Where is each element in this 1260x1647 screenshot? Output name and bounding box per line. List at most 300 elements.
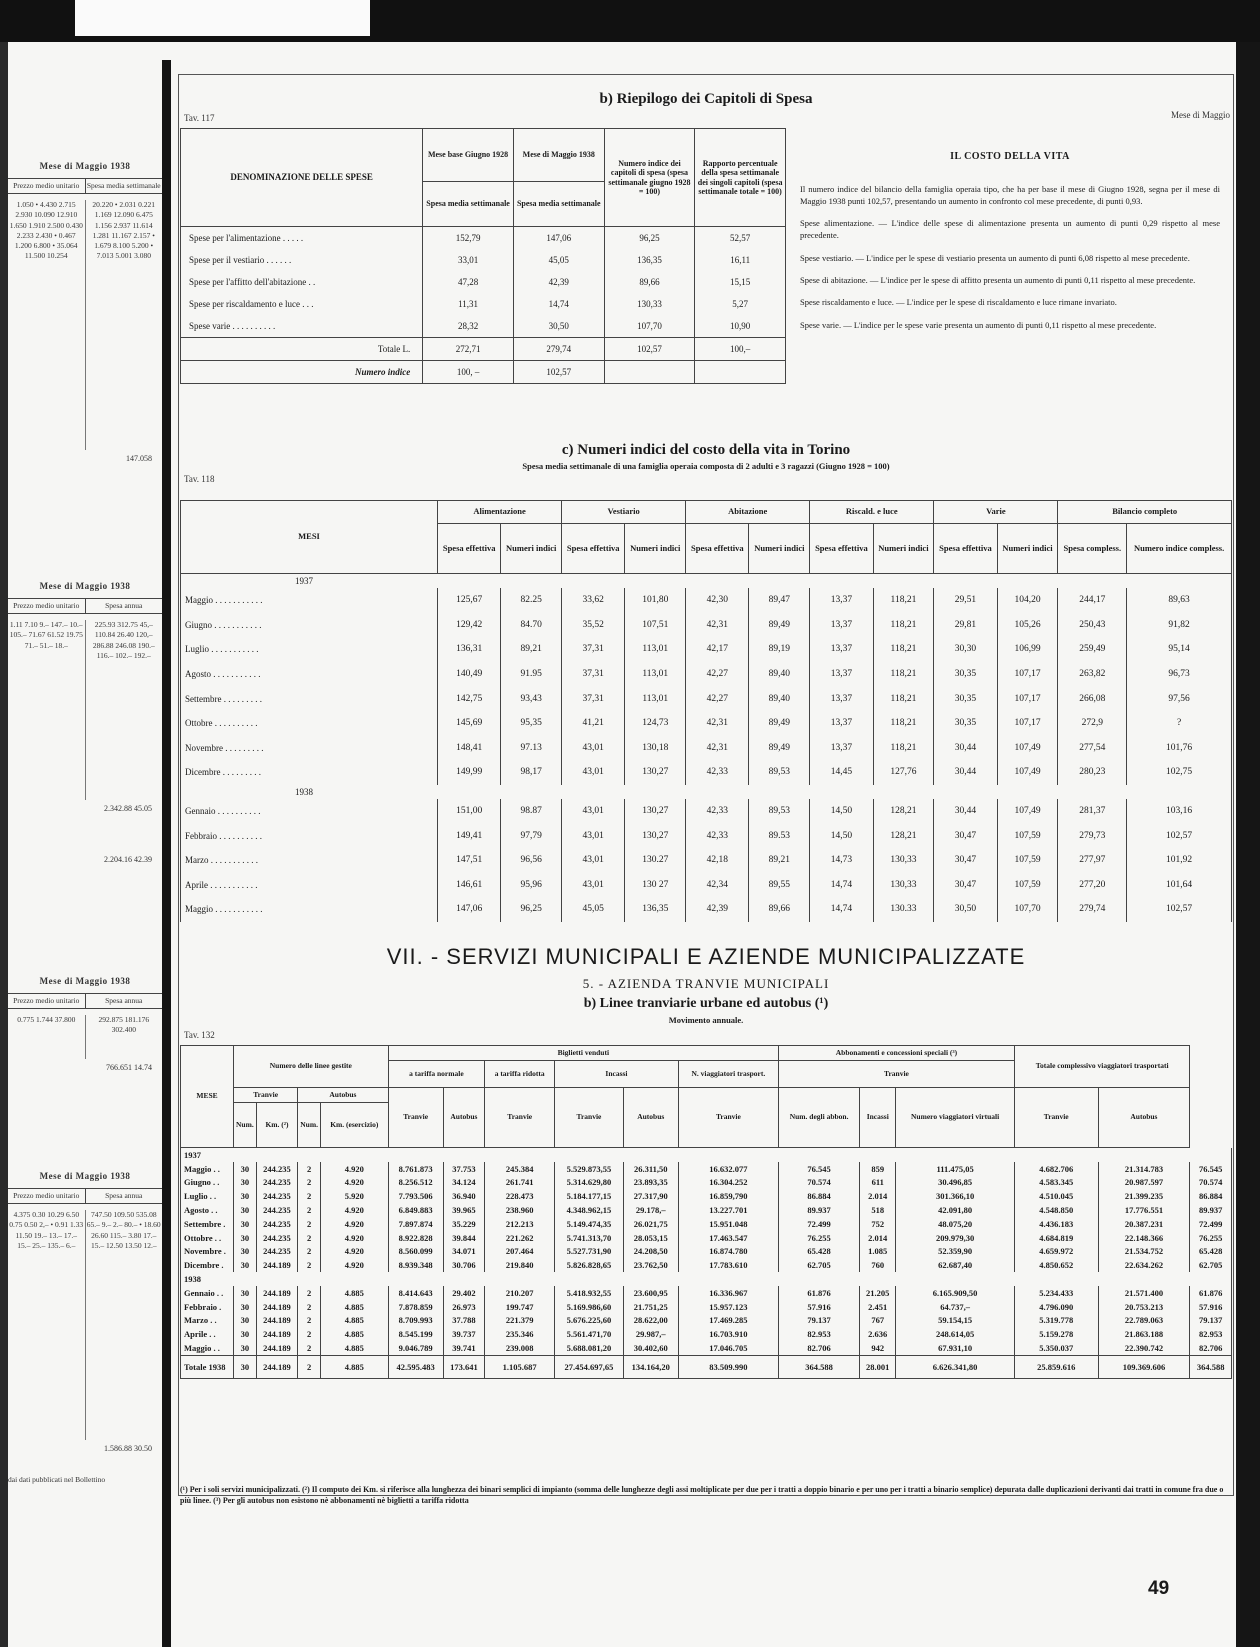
table-row-totale [181,338,786,361]
cell: 221.262 [485,1231,555,1245]
cell: 52,57 [695,227,786,250]
group-header: Abitazione [686,501,810,524]
cell: 124,73 [625,711,686,736]
cell: 5.149.474,35 [555,1217,624,1231]
cell: 83.509.990 [678,1355,778,1378]
row-label: Spese per l'alimentazione . . . . . [181,227,423,250]
col-header-tranvie: Tranvie [388,1088,443,1148]
cell: 57.916 [1190,1300,1232,1314]
cell: 16.874.780 [678,1245,778,1259]
cell: 45,05 [513,249,604,271]
cell: 30,44 [934,799,997,824]
cell: 244.235 [256,1245,298,1259]
strip-col-header: Prezzo medio unitario [13,601,80,611]
subheader-spesa: Spesa effettiva [438,524,501,574]
cell: 20.753.213 [1098,1300,1190,1314]
month-label: Novembre . [181,1245,234,1259]
cell: 89.937 [779,1203,860,1217]
cell: 57.916 [779,1300,860,1314]
cell: 101,76 [1127,736,1232,761]
cell: 118,21 [873,637,934,662]
col-header-mesi: MESI [181,501,438,574]
cell: 277,20 [1058,873,1127,898]
section-vii-movimento: Movimento annuale. [668,1015,744,1025]
table-row [181,1245,1232,1259]
cell: 244.235 [256,1203,298,1217]
cell: 130,27 [625,823,686,848]
cell: 29.402 [443,1286,485,1300]
cell: 4.920 [320,1203,388,1217]
cell: 107,17 [997,686,1058,711]
cell: 102,57 [1127,897,1232,922]
cell: 43,01 [562,799,625,824]
cell: 29,51 [934,588,997,613]
cell: 118,21 [873,588,934,613]
cell: 130,27 [625,760,686,785]
cell: 20.987.597 [1098,1176,1190,1190]
col-header-abbonamenti: Abbonamenti e concessioni speciali (³) [779,1046,1015,1061]
cell: 245.384 [485,1162,555,1176]
cell: 113,01 [625,637,686,662]
table-row [181,293,786,315]
cell: 2 [298,1231,321,1245]
costo-paragraph: Spese vestiario. — L'indice per le spese di vestiario presenta un aumento di punti 6,08 rispetto al mese precedente. [800,252,1190,263]
group-header: Riscald. e luce [810,501,934,524]
group-header: Alimentazione [438,501,562,524]
section-b-title: b) Riepilogo dei Capitoli di Spesa [599,91,813,107]
cell: 37,31 [562,637,625,662]
col-header-denominazione: DENOMINAZIONE DELLE SPESE [181,129,423,227]
cell: 134.164,20 [623,1355,678,1378]
cell: 5.920 [320,1189,388,1203]
cell: 244.235 [256,1217,298,1231]
cell: 37.788 [443,1314,485,1328]
cell: 102,75 [1127,760,1232,785]
cell: 173.641 [443,1355,485,1378]
cell: 72.499 [1190,1217,1232,1231]
strip-heading: Mese di Maggio 1938 [39,161,131,171]
group-header: Varie [934,501,1058,524]
cell: 4.436.183 [1014,1217,1098,1231]
costo-della-vita-text [800,150,1220,341]
cell: 82.953 [1190,1327,1232,1341]
cell: 2 [298,1286,321,1300]
cell: 14,45 [810,760,873,785]
month-label: Ottobre . . . . . . . . . . [181,711,438,736]
year-row [181,1272,1232,1286]
cell: 130,33 [873,848,934,873]
subheader-spesa: Spesa effettiva [562,524,625,574]
cell: 2.636 [860,1327,896,1341]
cell: 2.014 [860,1189,896,1203]
month-label: Gennaio . . . . . . . . . . [181,799,438,824]
cell: 26.021,75 [623,1217,678,1231]
cell: 142,75 [438,686,501,711]
cell: 39.965 [443,1203,485,1217]
month-label: Maggio . . . . . . . . . . . [181,897,438,922]
cell: 5.159.278 [1014,1327,1098,1341]
cell: 21.534.752 [1098,1245,1190,1259]
cell: 8.709.993 [388,1314,443,1328]
cell: 89,49 [749,736,810,761]
cell: 14,74 [513,293,604,315]
col-header-viaggiatori-virtuali: Numero viaggiatori virtuali [896,1088,1015,1148]
month-label: Febbraio . [181,1300,234,1314]
cell: 147,06 [438,897,501,922]
cell: 244.235 [256,1162,298,1176]
cell: 10,90 [695,315,786,338]
cell: 244.235 [256,1189,298,1203]
cell: 89,66 [604,271,695,293]
page-binding-shadow [162,60,171,1647]
cell: 103,16 [1127,799,1232,824]
cell: 244.189 [256,1258,298,1272]
cell: 62.705 [1190,1258,1232,1272]
cell: 65.428 [779,1245,860,1259]
cell: 228.473 [485,1189,555,1203]
cell: 22.789.063 [1098,1314,1190,1328]
strip-total: 2.204.16 42.39 [104,855,152,865]
cell: 199.747 [485,1300,555,1314]
cell: 42,18 [686,848,749,873]
subheader-numeri: Numeri indici [997,524,1058,574]
cell: 7.878.859 [388,1300,443,1314]
cell: 4.850.652 [1014,1258,1098,1272]
cell: 13,37 [810,637,873,662]
strip-col-header: Prezzo medio unitario [13,181,80,191]
cell: 5.676.225,60 [555,1314,624,1328]
cell: 4.348.962,15 [555,1203,624,1217]
cell: 41,21 [562,711,625,736]
month-label: Aprile . . [181,1327,234,1341]
cell: 82.706 [779,1341,860,1355]
cell: 118,21 [873,736,934,761]
cell: 62.687,40 [896,1258,1015,1272]
cell: 147,06 [513,227,604,250]
cell: 30 [234,1341,257,1355]
cell: 13,37 [810,588,873,613]
cell: 96,25 [604,227,695,250]
cell: 5.826.828,65 [555,1258,624,1272]
cell: 281,37 [1058,799,1127,824]
scan-right-border [1236,42,1260,1647]
strip-col-header: Prezzo medio unitario [13,996,80,1006]
table-row-indice [181,361,786,384]
cell: 4.885 [320,1341,388,1355]
cell: 148,41 [438,736,501,761]
cell: 43,01 [562,848,625,873]
strip-source-note: dai dati pubblicati nel Bollettino [8,1475,106,1485]
cell: 29.987,– [623,1327,678,1341]
col-header-biglietti: Biglietti venduti [388,1046,778,1061]
costo-title: IL COSTO DELLA VITA [950,151,1070,162]
cell: 250,43 [1058,613,1127,638]
cell: 22.634.262 [1098,1258,1190,1272]
month-label: Agosto . . [181,1203,234,1217]
cell: 97.13 [501,736,562,761]
cell: 9.046.789 [388,1341,443,1355]
cell: 149,99 [438,760,501,785]
cell: 104,20 [997,588,1058,613]
strip-values: 4.375 0.30 10.29 6.50 0.75 0.50 2,– • 0.91 1.33 11.50 19.– 13.– 17.– 15.– 25.– 135.– 6.– [9,1210,84,1250]
table-row [181,1341,1232,1355]
costo-paragraph: Spese riscaldamento e luce. — L'indice per le spese di riscaldamento e luce rimane invariato. [800,297,1117,308]
cell: 5.169.986,60 [555,1300,624,1314]
table-row [181,1286,1232,1300]
col-header-spesa-media-base: Spesa media settimanale [423,182,514,227]
month-label: Gennaio . . [181,1286,234,1300]
cell: 82.953 [779,1327,860,1341]
col-header-mese: MESE [181,1046,234,1148]
cell: 89,53 [749,799,810,824]
subheader-numeri: Numeri indici [749,524,810,574]
cell: 130 27 [625,873,686,898]
cell: 42,31 [686,711,749,736]
cell: 42,31 [686,736,749,761]
cell: 4.920 [320,1231,388,1245]
cell: 146,61 [438,873,501,898]
cell: 37,31 [562,686,625,711]
cell: 4.583.345 [1014,1176,1098,1190]
cell: 96,25 [501,897,562,922]
table-row [181,662,1232,687]
cell: 6.165.909,50 [896,1286,1015,1300]
table-row [181,736,1232,761]
cell: 136,35 [604,249,695,271]
cell: 48.075,20 [896,1217,1015,1231]
cell: 30,47 [934,873,997,898]
left-strip-block-2 [8,580,162,866]
cell: 70.574 [1190,1176,1232,1190]
year-row [181,1148,1232,1162]
cell: 30 [234,1217,257,1231]
cell: 130,33 [604,293,695,315]
cell: 34.124 [443,1176,485,1190]
cell: 147,51 [438,848,501,873]
cell: 21.399.235 [1098,1189,1190,1203]
cell: 13,37 [810,613,873,638]
col-header-spesa-media-maggio: Spesa media settimanale [513,182,604,227]
cell: 72.499 [779,1217,860,1231]
col-header-tranvie: Tranvie [485,1088,555,1148]
cell: 42,27 [686,662,749,687]
subheader-numeri: Numeri indici [625,524,686,574]
cell: 4.885 [320,1300,388,1314]
col-header-km-esercizio: Km. (esercizio) [320,1103,388,1148]
table-row [181,686,1232,711]
cell: 21.314.783 [1098,1162,1190,1176]
cell: 2 [298,1341,321,1355]
cell: 107,51 [625,613,686,638]
strip-col-header: Spesa annua [85,599,163,613]
cell: 42,39 [686,897,749,922]
cell: 113,01 [625,662,686,687]
cell: 219.840 [485,1258,555,1272]
section-vii-b-title: b) Linee tranviarie urbane ed autobus (¹) [583,996,829,1011]
cell: 2 [298,1162,321,1176]
cell: 23.762,50 [623,1258,678,1272]
year-label: 1937 [181,574,1232,589]
cell: 767 [860,1314,896,1328]
left-strip-block-3 [8,975,162,1074]
cell: 279,74 [513,338,604,361]
cell: 28.622,00 [623,1314,678,1328]
cell: 30 [234,1258,257,1272]
month-label: Dicembre . . . . . . . . . [181,760,438,785]
cell: 35,52 [562,613,625,638]
cell: 5.418.932,55 [555,1286,624,1300]
cell: 84.70 [501,613,562,638]
cell: 89,47 [749,588,810,613]
cell: 611 [860,1176,896,1190]
col-header-linee-autobus: Autobus [298,1088,388,1103]
cell: 4.510.045 [1014,1189,1098,1203]
row-label: Spese per riscaldamento e luce . . . [181,293,423,315]
tav-132-label: Tav. 132 [184,1030,215,1040]
cell: 244.235 [256,1176,298,1190]
cell: 5.184.177,15 [555,1189,624,1203]
cell: 125,67 [438,588,501,613]
cell: 5.529.873,55 [555,1162,624,1176]
cell: 5.314.629,80 [555,1176,624,1190]
cell: 364.588 [779,1355,860,1378]
table-row [181,1162,1232,1176]
cell: 30,50 [934,897,997,922]
cell: 43,01 [562,873,625,898]
cell: 4.920 [320,1245,388,1259]
cell: 65.428 [1190,1245,1232,1259]
table-row [181,588,1232,613]
cell: 98,17 [501,760,562,785]
cell: 89.53 [749,823,810,848]
cell: 30 [234,1176,257,1190]
cell: 24.208,50 [623,1245,678,1259]
cell: 82.25 [501,588,562,613]
cell: 136,31 [438,637,501,662]
scan-left-border [0,42,8,1647]
cell: 13.227.701 [678,1203,778,1217]
table-row [181,1176,1232,1190]
col-header-linee-tranvie: Tranvie [234,1088,298,1103]
tav-117-label: Tav. 117 [184,113,215,123]
cell: 2 [298,1258,321,1272]
cell: 47,28 [423,271,514,293]
scan-top-white-patch [75,0,370,36]
cell: 14,73 [810,848,873,873]
cell: 21.863.188 [1098,1327,1190,1341]
month-label: Settembre . [181,1217,234,1231]
costo-paragraph: Spese alimentazione. — L'indice delle spese di alimentazione presenta un aumento di punti 0,29 rispetto al mese precedente. [800,218,1220,241]
month-label: Giugno . . . . . . . . . . . [181,613,438,638]
cell: 23.893,35 [623,1176,678,1190]
cell: 86.884 [779,1189,860,1203]
group-header: Bilancio completo [1058,501,1232,524]
cell: 118,21 [873,711,934,736]
col-header-numero-indice: Numero indice dei capitoli di spesa (spesa settimanale giugno 1928 = 100) [604,129,695,227]
col-header-mese-maggio: Mese di Maggio 1938 [513,129,604,182]
cell: 30 [234,1231,257,1245]
cell: 97,56 [1127,686,1232,711]
cell: 30 [234,1314,257,1328]
cell: 145,69 [438,711,501,736]
cell: 277,97 [1058,848,1127,873]
cell: 207.464 [485,1245,555,1259]
cell: 244.189 [256,1286,298,1300]
cell: 39.737 [443,1327,485,1341]
cell: 17.463.547 [678,1231,778,1245]
cell: 244.189 [256,1300,298,1314]
cell: ? [1127,711,1232,736]
col-header-num: Num. [234,1103,257,1148]
month-label: Dicembre . [181,1258,234,1272]
cell: 89,49 [749,711,810,736]
cell: 2 [298,1355,321,1378]
cell: 235.346 [485,1327,555,1341]
cell: 96,56 [501,848,562,873]
cell: 248.614,05 [896,1327,1015,1341]
cell: 82.706 [1190,1341,1232,1355]
cell: 2 [298,1327,321,1341]
month-label: Maggio . . [181,1341,234,1355]
cell: 76.255 [1190,1231,1232,1245]
table-row-totale [181,1355,1232,1378]
col-header-num: Num. [298,1103,321,1148]
strip-col-header: Prezzo medio unitario [13,1191,80,1201]
cell: 5,27 [695,293,786,315]
cell: 107,49 [997,760,1058,785]
cell: 30,30 [934,637,997,662]
cell: 280,23 [1058,760,1127,785]
table-row [181,271,786,293]
cell: 14,50 [810,799,873,824]
col-header-autobus: Autobus [623,1088,678,1148]
cell: 13,37 [810,711,873,736]
cell: 118,21 [873,686,934,711]
cell: 13,37 [810,686,873,711]
table-row [181,1258,1232,1272]
cell: 130.33 [873,897,934,922]
cell: 4.885 [320,1355,388,1378]
cell: 23.600,95 [623,1286,678,1300]
cell: 61.876 [1190,1286,1232,1300]
month-label: Marzo . . [181,1314,234,1328]
cell: 30 [234,1355,257,1378]
col-header-tranvie: Tranvie [678,1088,778,1148]
cell: 89,66 [749,897,810,922]
row-label: Spese varie . . . . . . . . . . [181,315,423,338]
cell: 136,35 [625,897,686,922]
cell: 79.137 [779,1314,860,1328]
cell: 34.071 [443,1245,485,1259]
subheader-spesa: Spesa effettiva [810,524,873,574]
cell: 4.885 [320,1327,388,1341]
strip-col-header: Spesa annua [85,1189,163,1203]
cell: 6.849.883 [388,1203,443,1217]
cell: 140,49 [438,662,501,687]
cell: 149,41 [438,823,501,848]
cell: 279,74 [1058,897,1127,922]
cell: 62.705 [779,1258,860,1272]
cell: 42.595.483 [388,1355,443,1378]
month-label: Luglio . . [181,1189,234,1203]
left-strip-block-4 [8,1170,162,1485]
subheader-numeri: Numeri indici [873,524,934,574]
cell: 13,37 [810,736,873,761]
strip-total: 1.586.88 30.50 [104,1444,152,1454]
cell: 859 [860,1162,896,1176]
table-row [181,613,1232,638]
col-header-tot-tranvie: Tranvie [1014,1088,1098,1148]
